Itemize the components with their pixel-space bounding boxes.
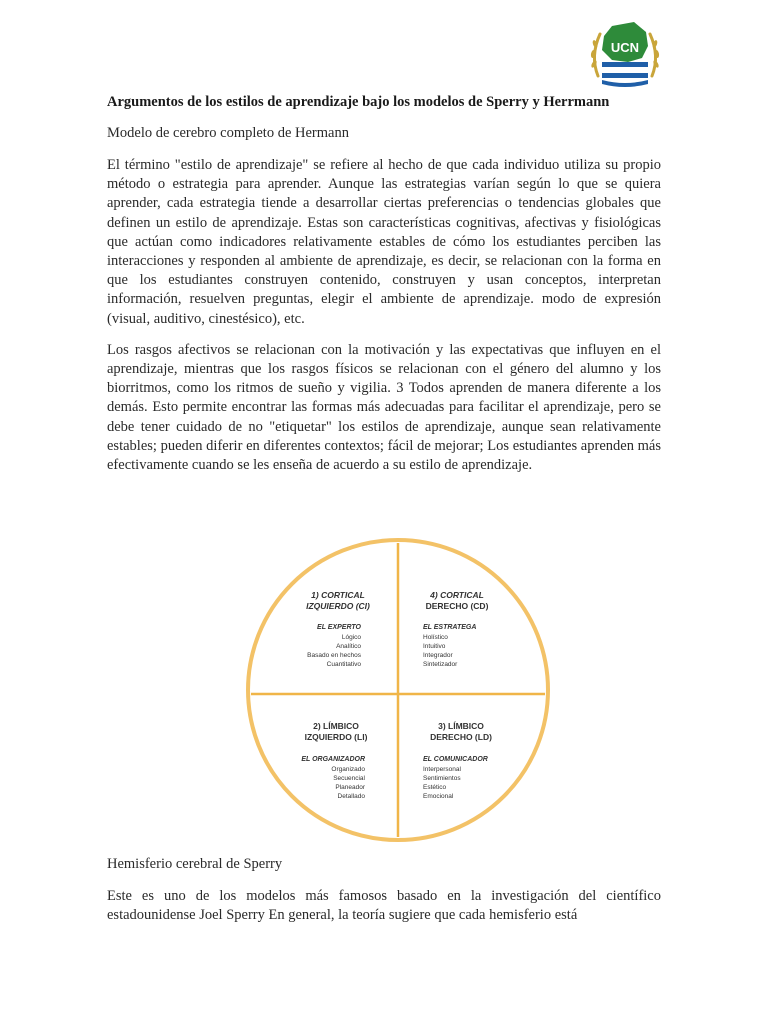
herrmann-brain-diagram xyxy=(243,535,553,845)
q3-item: Emocional xyxy=(423,793,454,800)
q2-item: Detallado xyxy=(337,793,365,800)
q1-item: Analítico xyxy=(336,643,361,650)
document-title: Argumentos de los estilos de aprendizaje bajo los modelos de Sperry y Herrmann xyxy=(107,94,610,110)
q2-title1: 2) LÍMBICO xyxy=(313,721,359,731)
q1-item: Lógico xyxy=(341,634,361,641)
ucn-logo xyxy=(588,18,662,94)
q3-item: Sentimientos xyxy=(423,775,461,782)
q4-item: Integrador xyxy=(423,652,453,659)
quadrant-cortical-izquierdo xyxy=(306,590,370,611)
paragraph-2: Los rasgos afectivos se relacionan con la motivación y las expectativas que influyen en el aprendizaje, mientras que los rasgos físicos se relacionan con el género del alumno y los biorritmos, como los ritmos de sueño y vigilia. 3 Todos aprenden de manera diferente a los demás. Esto permite encontrar las formas más adecuadas para facilitar el aprendizaje, pero se debe tener cuidado de no "etiquetar" los estilos de aprendizaje, aunque sean relativamente estables; pueden diferir en diferentes contextos; fácil de mejorar; Los estudiantes aprenden más efectivamente cuando se les enseña de acuerdo a su estilo de aprendizaje. xyxy=(107,341,661,474)
q4-item: Sintetizador xyxy=(423,661,458,668)
paragraph-1: El término "estilo de aprendizaje" se refiere al hecho de que cada individuo utiliza su propio método o estrategia para aprender. Aunque las estrategias varían según lo que se quiera aprender, cada estrategia tiende a desarrollar ciertas preferencias o tendencias globales que definen un estilo de aprendizaje. Estas son características cognitivas, afectivas y fisiológicas que actúan como indicadores relativamente estables de cómo los estudiantes perciben las interacciones y responden al ambiente de aprendizaje, es decir, se relacionan con la forma en que los estudiantes construyen contenido, construyen y usan conceptos, interpretan información, resuelven preguntas, elegir el ambiente de aprendizaje. modo de expresión (visual, auditivo, cinestésico), etc. xyxy=(107,157,661,327)
q4-item: Holístico xyxy=(423,634,448,641)
q3-title1: 3) LÍMBICO xyxy=(438,721,484,731)
sperry-heading: Hemisferio cerebral de Sperry xyxy=(107,856,283,872)
q1-role: EL EXPERTO xyxy=(317,624,361,631)
q4-title2: DERECHO (CD) xyxy=(425,601,489,611)
q2-item: Organizado xyxy=(331,766,365,773)
logo-text: UCN xyxy=(610,40,640,55)
q2-title2: IZQUIERDO (LI) xyxy=(304,732,368,742)
q1-item: Cuantitativo xyxy=(326,661,361,668)
ucn-logo-graphic xyxy=(588,18,662,94)
q3-item: Interpersonal xyxy=(423,766,461,773)
quadrant-limbico-derecho xyxy=(430,721,492,742)
section-subtitle: Modelo de cerebro completo de Hermann xyxy=(107,125,349,141)
q2-item: Secuencial xyxy=(333,775,365,782)
quadrant-cortical-derecho xyxy=(426,590,489,611)
q3-item: Estético xyxy=(423,784,447,791)
q4-title1: 4) CORTICAL xyxy=(430,590,484,600)
sperry-paragraph: Este es uno de los modelos más famosos basado en la investigación del científico estadounidense Joel Sperry En general, la teoría sugiere que cada hemisferio está xyxy=(107,888,661,924)
herrmann-diagram-svg xyxy=(243,535,553,845)
q2-item: Planeador xyxy=(335,784,365,791)
q1-item: Basado en hechos xyxy=(307,652,361,659)
q4-role: EL ESTRATEGA xyxy=(423,624,477,631)
q3-role: EL COMUNICADOR xyxy=(423,756,488,763)
q1-title2: IZQUIERDO (CI) xyxy=(306,601,370,611)
sperry-section xyxy=(107,856,661,937)
q2-role: EL ORGANIZADOR xyxy=(301,756,365,763)
q3-title2: DERECHO (LD) xyxy=(430,732,492,742)
quadrant-limbico-izquierdo xyxy=(305,721,368,742)
document-body xyxy=(107,94,661,487)
q1-title1: 1) CORTICAL xyxy=(311,590,365,600)
q4-item: Intuitivo xyxy=(423,643,446,650)
